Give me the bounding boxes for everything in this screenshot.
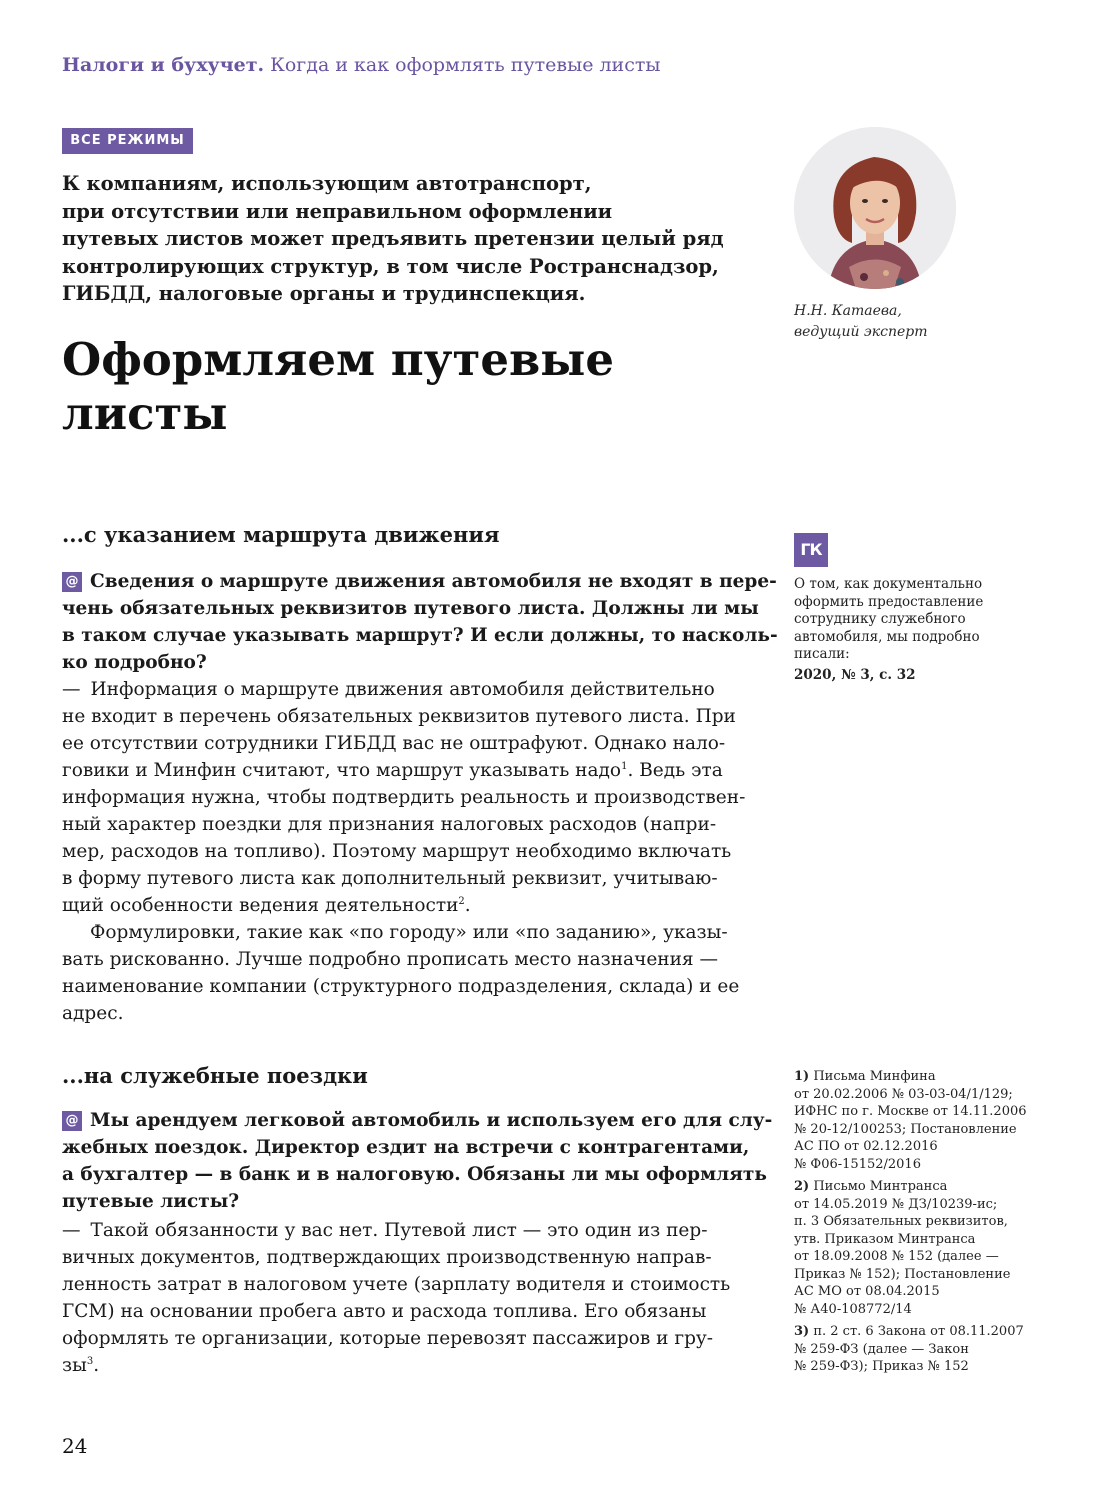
- gk-logo-icon: ГК: [794, 533, 828, 567]
- answer-route: [62, 676, 746, 919]
- answer-line: не входит в перечень обязательных реквизитов путевого листа. При: [62, 706, 736, 727]
- footnote-line: № 259-ФЗ); Приказ № 152: [794, 1359, 969, 1374]
- footnote-line: утв. Приказом Минтранса: [794, 1231, 976, 1247]
- author-photo: [794, 127, 956, 289]
- answer-line: оформлять те организации, которые перевозят пассажиров и гру-: [62, 1328, 714, 1349]
- author-role: ведущий эксперт: [794, 324, 928, 340]
- lead-line: контролирующих структур, в том числе Ространснадзор,: [62, 254, 719, 278]
- answer-text: . Ведь эта: [627, 760, 723, 781]
- answer-line: [62, 676, 742, 703]
- title-line: листы: [62, 387, 228, 440]
- question-route: [62, 568, 778, 676]
- answer-dash: —: [62, 1220, 81, 1241]
- footnote-line: п. 3 Обязательных реквизитов,: [794, 1214, 1008, 1229]
- answer-line: ее отсутствии сотрудники ГИБДД вас не оштрафуют. Однако нало-: [62, 733, 726, 754]
- title-line: Оформляем путевые: [62, 333, 614, 386]
- question-line: ко подробно?: [62, 652, 207, 673]
- footnote-number: 2): [794, 1179, 810, 1194]
- question-line: жебных поездок. Директор ездит на встречи с контрагентами,: [62, 1137, 750, 1158]
- footnote-line: № А40-108772/14: [794, 1301, 912, 1317]
- sidebar-line: автомобиля, мы подробно: [794, 628, 980, 645]
- answer-line: [62, 757, 742, 784]
- footnote-text: Письмо Минтранса: [813, 1179, 948, 1194]
- footnote-ref-1[interactable]: 1: [621, 760, 628, 772]
- answer-line: мер, расходов на топливо). Поэтому маршрут необходимо включать: [62, 841, 732, 862]
- paragraph-line: вать рискованно. Лучше подробно прописать место назначения —: [62, 949, 718, 970]
- footnote-line: [794, 1178, 1027, 1196]
- answer-text: Такой обязанности у вас нет. Путевой лист — это один из пер-: [90, 1220, 708, 1241]
- paragraph-formulations: [62, 919, 742, 1027]
- section-heading-business-trips: ...на служебные поездки: [62, 1063, 368, 1088]
- question-line: а бухгалтер — в банк и в налоговую. Обязаны ли мы оформлять: [62, 1164, 767, 1185]
- section-heading-route: ...с указанием маршрута движения: [62, 522, 500, 547]
- lead-line: К компаниям, использующим автотранспорт,: [62, 172, 592, 195]
- footnote-line: [794, 1323, 1027, 1341]
- footnote-1: [794, 1068, 1027, 1173]
- sidebar-line: оформить предоставление: [794, 593, 984, 610]
- footnote-line: от 14.05.2019 № ДЗ/10239-ис;: [794, 1196, 998, 1212]
- answer-line: [62, 892, 742, 919]
- page-number: 24: [62, 1434, 88, 1458]
- author-caption: [794, 301, 928, 343]
- footnotes: [794, 1068, 1027, 1381]
- answer-text: щий особенности ведения деятельности: [62, 895, 459, 916]
- footnote-ref-2[interactable]: 2: [458, 895, 465, 907]
- footnote-line: № 20-12/100253; Постановление: [794, 1121, 1017, 1137]
- footnote-line: [794, 1068, 1027, 1086]
- answer-line: информация нужна, чтобы подтвердить реальность и производствен-: [62, 787, 746, 808]
- footnote-line: АС ПО от 02.12.2016: [794, 1139, 938, 1154]
- footnote-line: от 20.02.2006 № 03-03-04/1/129;: [794, 1086, 1013, 1102]
- footnote-2: [794, 1178, 1027, 1318]
- at-icon: @: [62, 1111, 82, 1131]
- answer-line: [62, 1352, 742, 1379]
- footnote-line: АС МО от 08.04.2015: [794, 1284, 940, 1299]
- sidebar-line: сотруднику служебного: [794, 611, 966, 627]
- answer-text: .: [464, 895, 471, 916]
- footnote-line: ИФНС по г. Москве от 14.11.2006: [794, 1104, 1027, 1119]
- question-text: Мы арендуем легковой автомобиль и используем его для слу-: [90, 1110, 773, 1131]
- sidebar-note: [794, 576, 983, 684]
- question-business-trips: [62, 1107, 773, 1215]
- question-line: в таком случае указывать маршрут? И если должны, то насколь-: [62, 625, 778, 646]
- answer-text: .: [93, 1355, 100, 1376]
- question-line: [62, 1107, 773, 1134]
- article-title: [62, 333, 614, 441]
- answer-line: вичных документов, подтверждающих производственную направ-: [62, 1247, 712, 1268]
- lead-line: ГИБДД, налоговые органы и трудинспекция.: [62, 282, 586, 305]
- author-name: Н.Н. Катаева,: [794, 303, 902, 319]
- sidebar-line: писали:: [794, 646, 850, 662]
- footnote-text: п. 2 ст. 6 Закона от 08.11.2007: [813, 1324, 1024, 1339]
- question-line: путевые листы?: [62, 1191, 240, 1212]
- running-header: [62, 54, 661, 76]
- sidebar-line: О том, как документально: [794, 576, 983, 592]
- paragraph-line: наименование компании (структурного подразделения, склада) и ее: [62, 976, 740, 997]
- question-text: Сведения о маршруте движения автомобиля не входят в пере-: [90, 571, 777, 592]
- answer-text: говики и Минфин считают, что маршрут указывать надо: [62, 760, 622, 781]
- sidebar-reference: 2020, № 3, с. 32: [794, 666, 916, 683]
- answer-dash: —: [62, 679, 81, 700]
- footnote-text: Письма Минфина: [813, 1069, 936, 1084]
- footnote-line: Приказ № 152); Постановление: [794, 1266, 1011, 1282]
- header-subtitle: Когда и как оформлять путевые листы: [270, 54, 661, 76]
- paragraph-line: Формулировки, такие как «по городу» или «по заданию», указы-: [90, 922, 728, 943]
- footnote-number: 1): [794, 1069, 810, 1084]
- footnote-line: № 259-ФЗ (далее — Закон: [794, 1341, 969, 1357]
- lead-line: путевых листов может предъявить претензии целый ряд: [62, 227, 724, 250]
- answer-business-trips: [62, 1217, 742, 1379]
- footnote-ref-3[interactable]: 3: [86, 1355, 94, 1367]
- answer-text: Информация о маршруте движения автомобиля действительно: [90, 679, 715, 700]
- footnote-line: № Ф06-15152/2016: [794, 1156, 921, 1172]
- answer-line: ленность затрат в налоговом учете (зарплату водителя и стоимость: [62, 1274, 731, 1295]
- category-badge: ВСЕ РЕЖИМЫ: [62, 128, 193, 154]
- answer-text: зы: [62, 1355, 87, 1376]
- footnote-number: 3): [794, 1324, 810, 1339]
- answer-line: ный характер поездки для признания налоговых расходов (напри-: [62, 814, 717, 835]
- answer-line: ГСМ) на основании пробега авто и расхода топлива. Его обязаны: [62, 1301, 707, 1322]
- lead-paragraph: [62, 170, 762, 308]
- portrait-illustration: [794, 127, 956, 289]
- question-line: чень обязательных реквизитов путевого листа. Должны ли мы: [62, 598, 759, 619]
- answer-line: в форму путевого листа как дополнительный реквизит, учитываю-: [62, 868, 718, 889]
- at-icon: @: [62, 572, 82, 592]
- footnote-line: от 18.09.2008 № 152 (далее —: [794, 1249, 999, 1264]
- footnote-3: [794, 1323, 1027, 1376]
- paragraph-line: адрес.: [62, 1003, 124, 1024]
- answer-line: [62, 1217, 742, 1244]
- lead-line: при отсутствии или неправильном оформлении: [62, 199, 613, 223]
- header-section: Налоги и бухучет.: [62, 54, 265, 76]
- question-line: [62, 568, 777, 595]
